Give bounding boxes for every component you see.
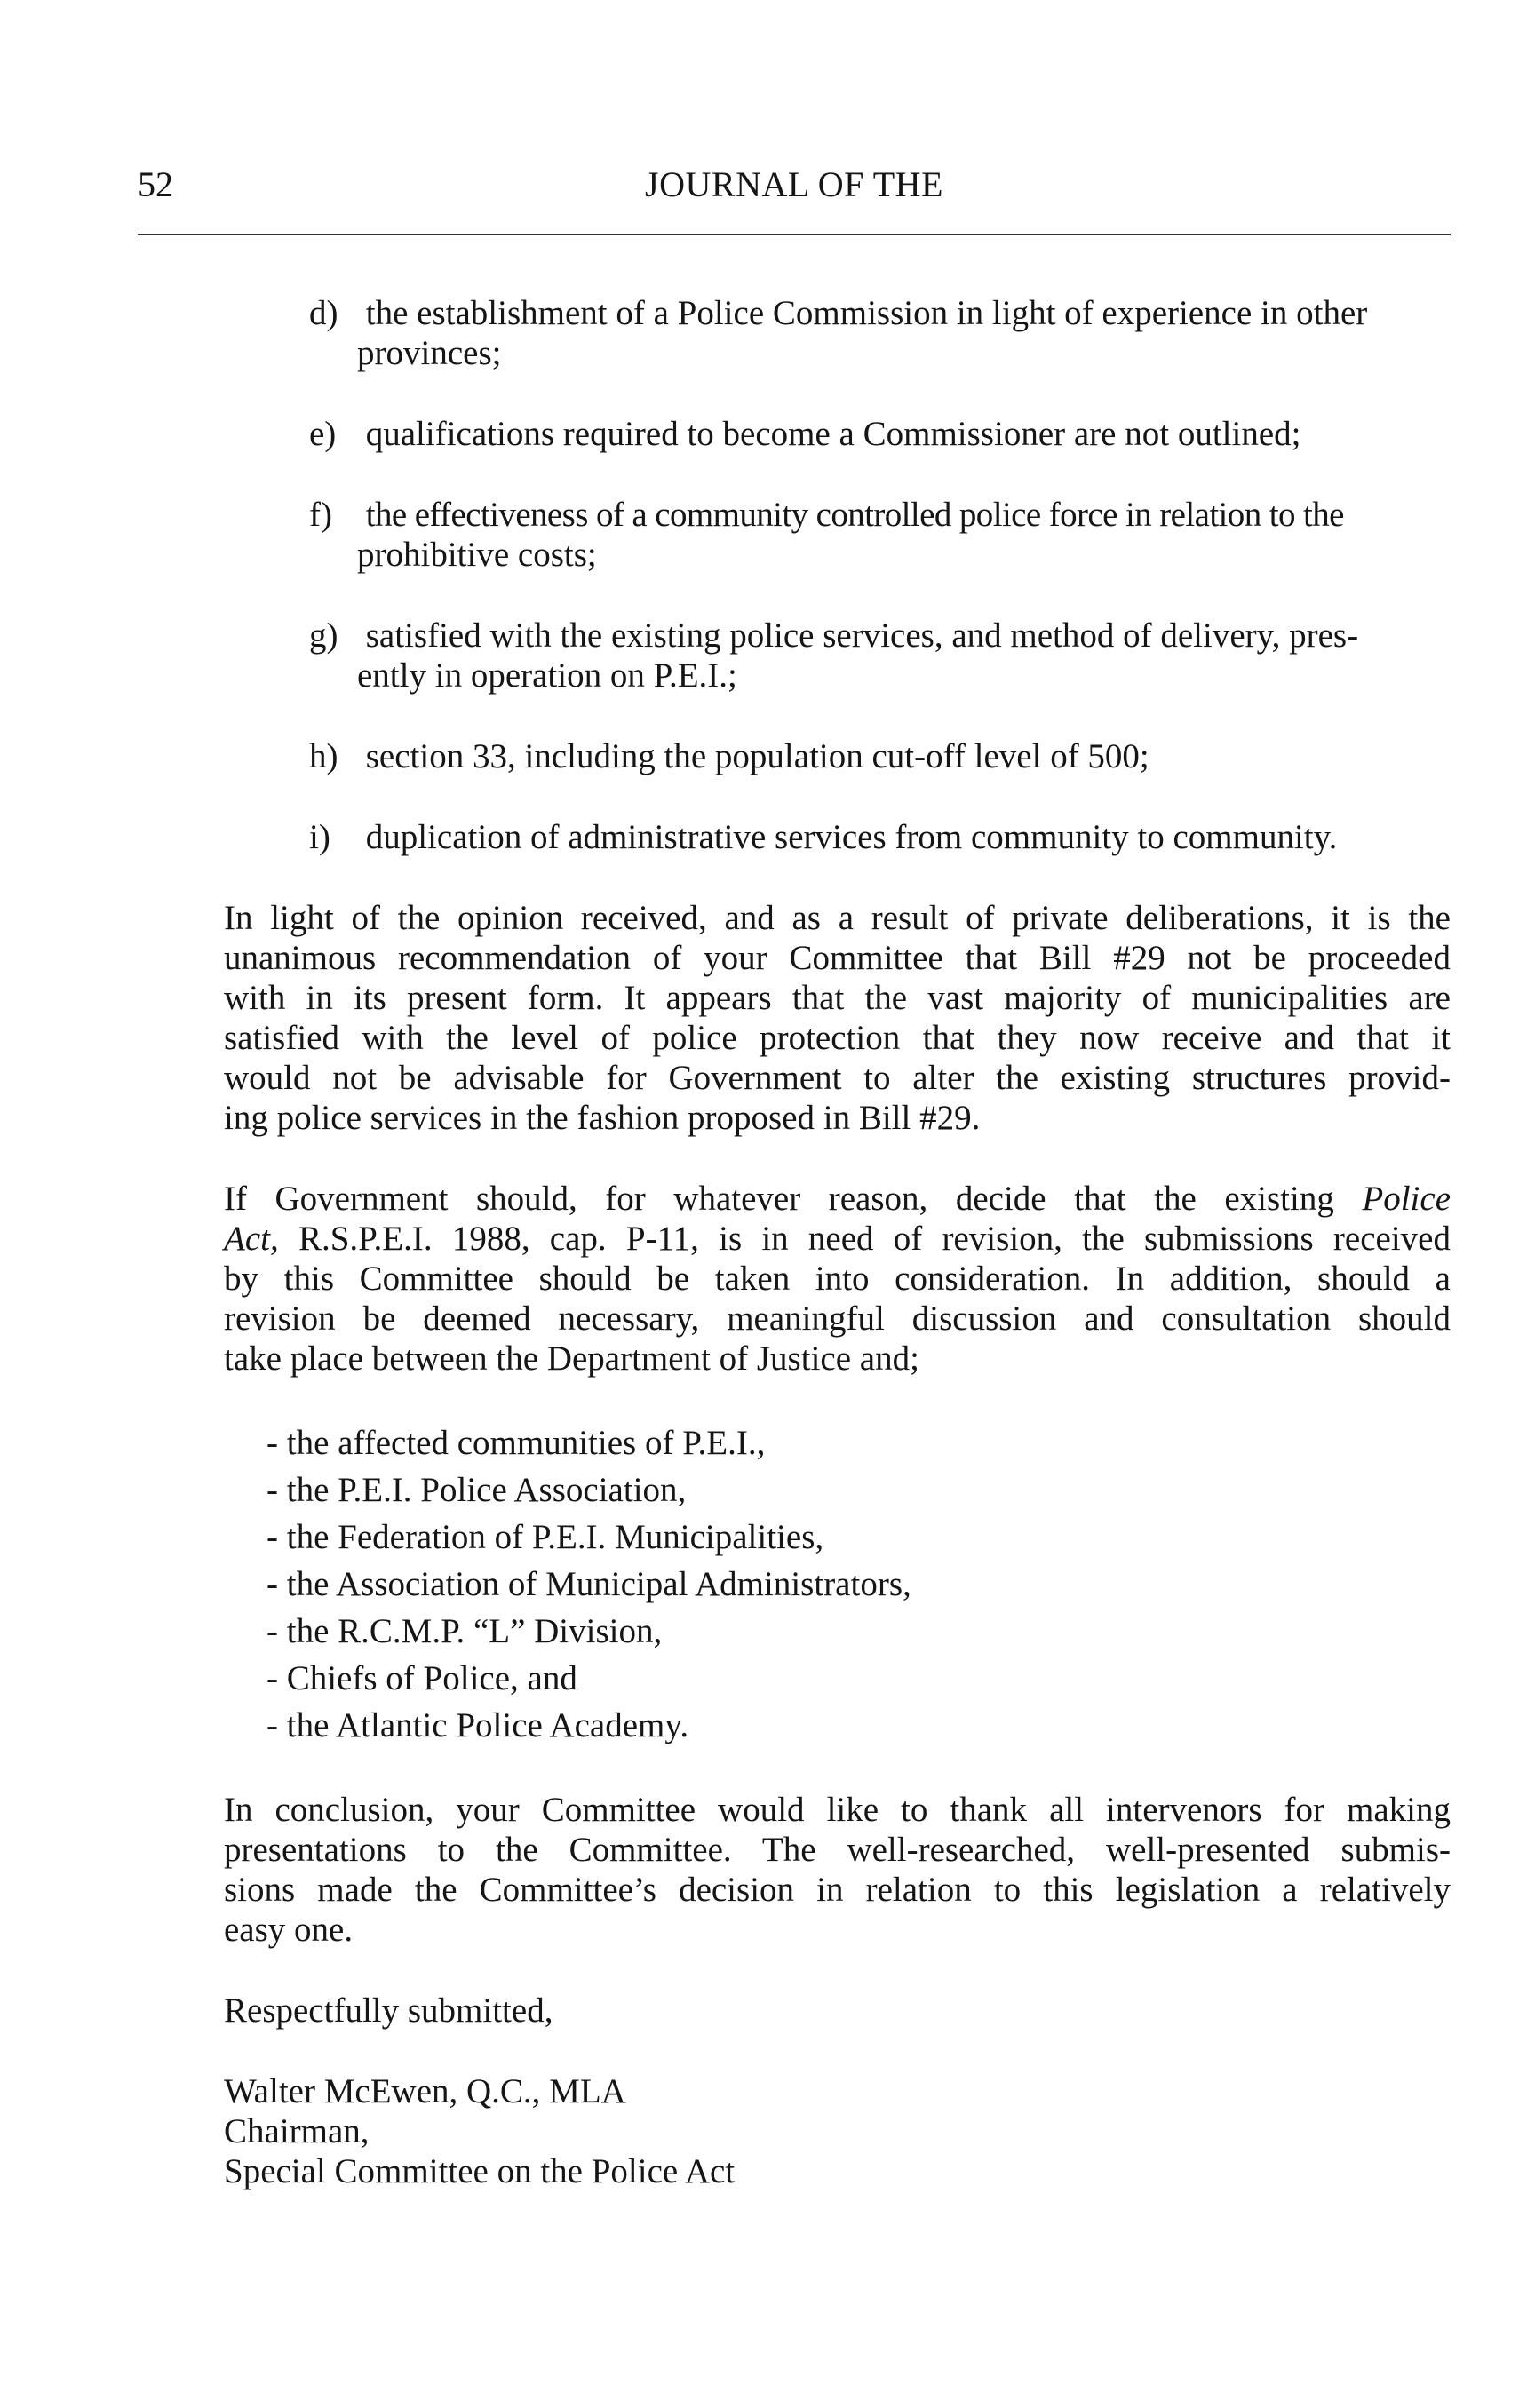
header-rule (138, 234, 1451, 235)
paragraph-line: sions made the Committee’s decision in relation to this legislation a relatively (224, 1871, 1451, 1909)
act-title-italic: Act, (224, 1220, 279, 1258)
list-item-text (266, 293, 1367, 373)
list-item-text (266, 616, 1358, 695)
list-item-text (266, 817, 1337, 857)
list-marker: d) (309, 294, 338, 332)
paragraph-line: presentations to the Committee. The well-researched, well-presented submis- (224, 1831, 1451, 1869)
list-item: - the Federation of P.E.I. Municipalities, (266, 1518, 824, 1556)
paragraph-text: R.S.P.E.I. 1988, cap. P-11, is in need of revision, the submissions received (298, 1220, 1451, 1258)
list-item-e (266, 414, 1451, 454)
paragraph-line: satisfied with the level of police protection that they now receive and that it (224, 1019, 1451, 1057)
paragraph-conclusion (224, 1790, 1451, 1950)
list-item-line: qualifications required to become a Commissioner are not outlined; (365, 415, 1301, 453)
list-item-g (266, 616, 1451, 695)
list-marker: g) (309, 616, 338, 655)
list-marker: i) (309, 818, 330, 856)
list-item-line: provinces; (357, 334, 502, 372)
list-item-text (266, 736, 1149, 776)
paragraph-text: If Government should, for whatever reason, decide that the existing (224, 1180, 1334, 1218)
signatory-name: Walter McEwen, Q.C., MLA (224, 2072, 626, 2110)
list-item-text (266, 495, 1344, 575)
list-item: - the Association of Municipal Administrators, (266, 1565, 911, 1603)
list-item: - Chiefs of Police, and (266, 1659, 577, 1697)
list-item-line: duplication of administrative services from community to community. (365, 818, 1338, 856)
paragraph-line: easy one. (224, 1911, 354, 1949)
list-item-h (266, 736, 1451, 776)
signatory-title: Chairman, (224, 2112, 370, 2150)
paragraph-line: unanimous recommendation of your Committee that Bill #29 not be proceeded (224, 939, 1451, 977)
paragraph-line (224, 1219, 1451, 1259)
paragraph-line (224, 1179, 1451, 1219)
list-item: - the Atlantic Police Academy. (266, 1706, 689, 1744)
list-item-i (266, 817, 1451, 857)
paragraph-line: revision be deemed necessary, meaningful discussion and consultation should (224, 1299, 1451, 1338)
running-head (138, 158, 1451, 211)
list-marker: f) (309, 496, 332, 534)
paragraph-line: with in its present form. It appears that the vast majority of municipalities are (224, 979, 1451, 1017)
committee-name: Special Committee on the Police Act (224, 2152, 736, 2190)
list-item-line: satisfied with the existing police services, and method of delivery, pres- (365, 616, 1359, 655)
list-item-text (266, 414, 1300, 454)
page-number: 52 (138, 164, 173, 204)
list-item: - the affected communities of P.E.I., (266, 1424, 766, 1462)
document-body (224, 293, 1451, 2191)
consultation-list (224, 1419, 1451, 1749)
list-item-line: the establishment of a Police Commission in light of experience in other (365, 294, 1368, 332)
paragraph-line: ing police services in the fashion proposed in Bill #29. (224, 1099, 981, 1137)
list-item-f (266, 495, 1451, 575)
paragraph-line: take place between the Department of Justice and; (224, 1339, 919, 1378)
list-item: - the P.E.I. Police Association, (266, 1471, 687, 1509)
paragraph-revision (224, 1179, 1451, 1379)
list-item-line: prohibitive costs; (357, 536, 597, 574)
list-marker: e) (309, 415, 337, 453)
closing-line: Respectfully submitted, (224, 1991, 553, 2030)
paragraph-line: by this Committee should be taken into consideration. In addition, should a (224, 1260, 1451, 1298)
paragraph-line: In conclusion, your Committee would like to thank all intervenors for making (224, 1791, 1451, 1829)
list-item: - the R.C.M.P. “L” Division, (266, 1612, 663, 1650)
list-item-line: section 33, including the population cut-off level of 500; (365, 737, 1149, 775)
act-title-italic: Police (1362, 1180, 1451, 1218)
list-item-d (266, 293, 1451, 373)
list-item-line: ently in operation on P.E.I.; (357, 656, 737, 695)
list-item-line: the effectiveness of a community controlled police force in relation to the (365, 496, 1344, 534)
paragraph-line: would not be advisable for Government to alter the existing structures provid- (224, 1059, 1451, 1097)
paragraph-recommendation (224, 898, 1451, 1138)
signature-block (224, 2071, 1451, 2191)
list-marker: h) (309, 737, 338, 775)
journal-title: JOURNAL OF THE (645, 164, 943, 204)
paragraph-line: In light of the opinion received, and as a result of private deliberations, it is the (224, 899, 1451, 937)
